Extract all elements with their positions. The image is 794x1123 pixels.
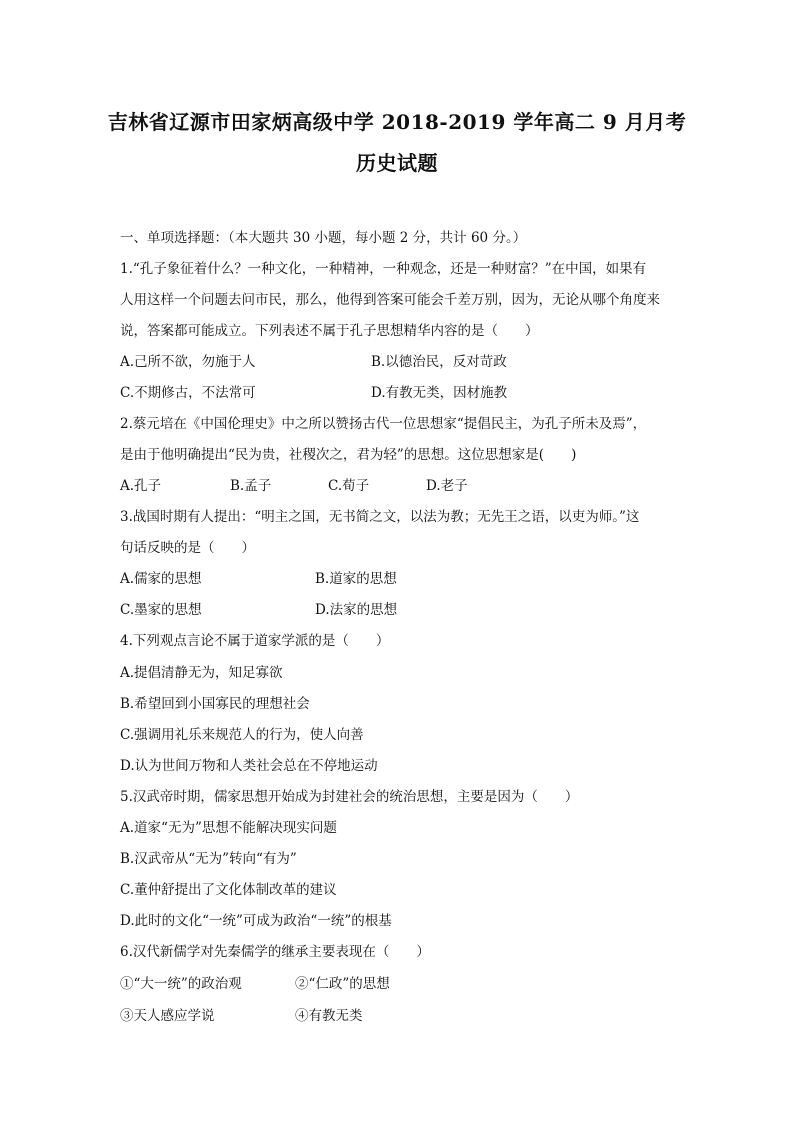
question-4-option-a: A.提倡清静无为，知足寡欲 (120, 665, 283, 681)
question-3-option-a: A.儒家的思想 (120, 571, 202, 587)
question-1-option-a: A.己所不欲，勿施于人 (120, 354, 256, 370)
section-heading: 一、单项选择题：（本大题共 30 小题，每小题 2 分，共计 60 分。） (120, 230, 527, 246)
question-5-option-b: B.汉武帝从“无为”转向“有为” (120, 851, 297, 867)
question-4-option-b: B.希望回到小国寡民的理想社会 (120, 696, 310, 712)
question-3-option-b: B.道家的思想 (315, 571, 397, 587)
question-4-option-d: D.认为世间万物和人类社会总在不停地运动 (120, 758, 378, 774)
exam-subject: 历史试题 (356, 151, 438, 175)
question-1-option-d: D.有教无类，因材施教 (371, 385, 508, 401)
question-1-line-1: 1.“孔子象征着什么？一种文化，一种精神，一种观念，还是一种财富？”在中国，如果有 (120, 261, 647, 277)
question-2-line-2: 是由于他明确提出“民为贵，社稷次之，君为轻”的思想。这位思想家是( ) (120, 447, 577, 463)
question-2-line-1: 2.蔡元培在《中国伦理史》中之所以赞扬古代一位思想家“提倡民主，为孔子所未及焉”， (120, 416, 647, 432)
question-4-option-c: C.强调用礼乐来规范人的行为，使人向善 (120, 727, 364, 743)
question-2-option-a: A.孔子 (120, 478, 162, 494)
question-6-item-3: ③天人感应学说 (120, 1008, 215, 1024)
question-5-option-d: D.此时的文化“一统”可成为政治“一统”的根基 (120, 913, 392, 929)
question-1-line-3: 说，答案都可能成立。下列表述不属于孔子思想精华内容的是（ ） (120, 323, 539, 339)
question-2-option-c: C.荀子 (328, 478, 370, 494)
question-3-line-2: 句话反映的是（ ） (120, 540, 255, 556)
question-6-item-2: ②“仁政”的思想 (295, 976, 390, 992)
question-4-line-1: 4.下列观点言论不属于道家学派的是（ ） (120, 633, 390, 649)
question-5-option-c: C.董仲舒提出了文化体制改革的建议 (120, 882, 337, 898)
exam-title: 吉林省辽源市田家炳高级中学 2018-2019 学年高二 9 月月考 (107, 110, 687, 134)
question-1-line-2: 人用这样一个问题去问市民，那么，他得到答案可能会千差万别，因为，无论从哪个角度来 (120, 292, 660, 308)
question-2-option-b: B.孟子 (230, 478, 272, 494)
question-1-option-c: C.不期修古，不法常可 (120, 385, 256, 401)
question-1-option-b: B.以德治民，反对苛政 (371, 354, 507, 370)
question-5-option-a: A.道家“无为”思想不能解决现实问题 (120, 820, 337, 836)
question-3-line-1: 3.战国时期有人提出：“明主之国，无书简之文，以法为教；无先王之语，以吏为师。”这 (120, 509, 640, 525)
question-5-line-1: 5.汉武帝时期，儒家思想开始成为封建社会的统治思想，主要是因为（ ） (120, 789, 579, 805)
question-2-option-d: D.老子 (426, 478, 468, 494)
question-3-option-d: D.法家的思想 (315, 602, 398, 618)
question-6-item-1: ①“大一统”的政治观 (120, 976, 242, 992)
question-6-item-4: ④有教无类 (295, 1008, 363, 1024)
question-6-line-1: 6.汉代新儒学对先秦儒学的继承主要表现在（ ） (120, 944, 430, 960)
question-3-option-c: C.墨家的思想 (120, 602, 202, 618)
